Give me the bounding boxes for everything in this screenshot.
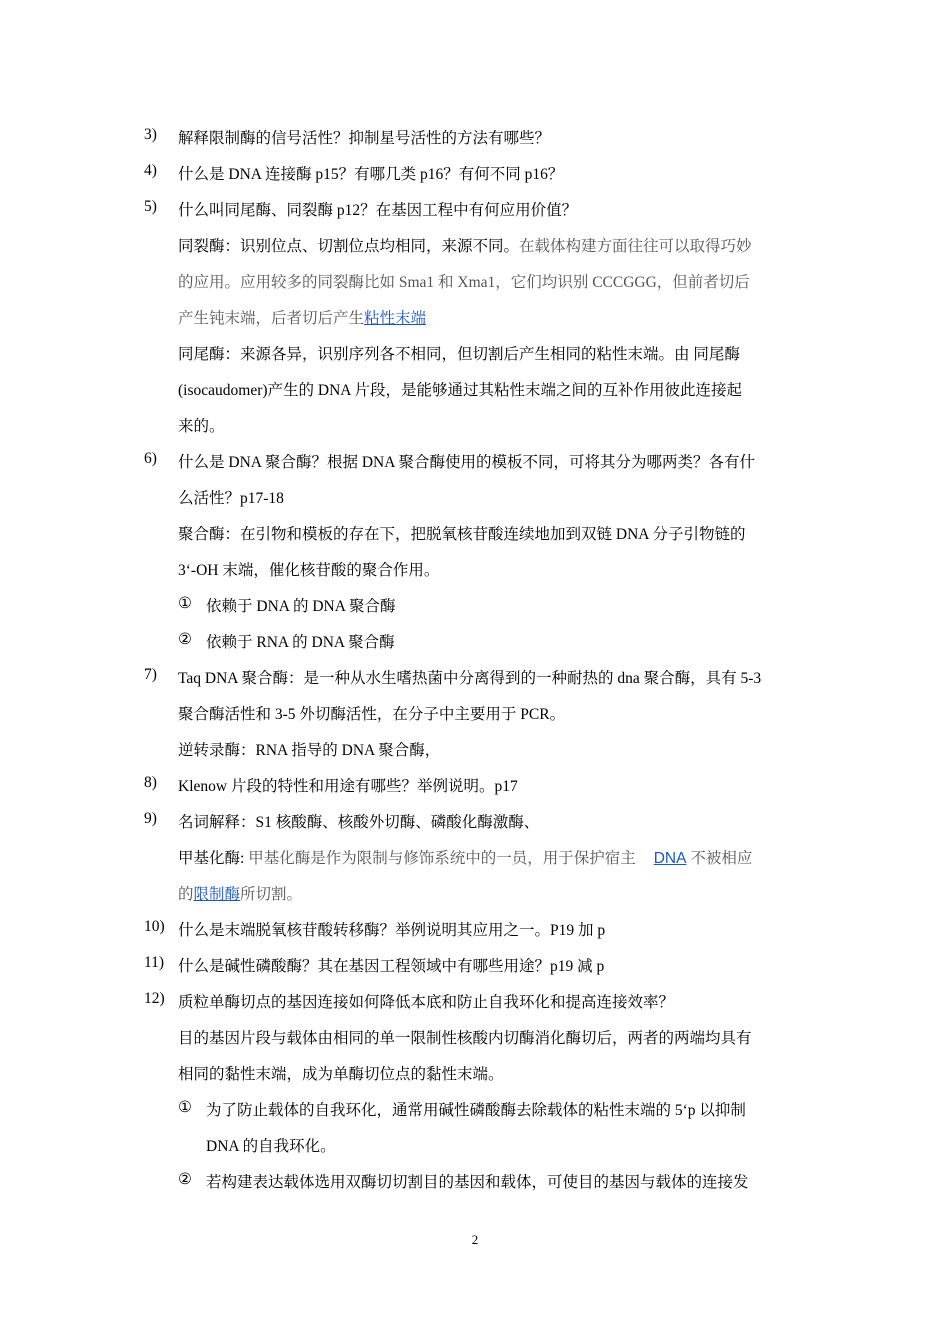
item-text: Taq DNA 聚合酶：是一种从水生嗜热菌中分离得到的一种耐热的 dna 聚合酶，具有 5-3 [178,670,762,687]
answer-text-gray: 所切割。 [240,886,303,903]
sub-item-text: 为了防止载体的自我环化，通常用碱性磷酸酶去除载体的粘性末端的 5‘p 以抑制 [206,1102,746,1119]
sub-item-text: 依赖于 RNA 的 DNA 聚合酶 [206,634,395,651]
answer-text: (isocaudomer)产生的 DNA 片段，是能够通过其粘性末端之间的互补作用彼此连接起 [178,382,742,399]
item-text: 名词解释：S1 核酸酶、核酸外切酶、磷酸化酶激酶、 [178,814,540,831]
item-text: 什么是 DNA 连接酶 p15？有哪几类 p16？有何不同 p16？ [178,166,564,183]
item-text: 什么是末端脱氧核苷酸转移酶？举例说明其应用之一。P19 加 p [178,922,606,939]
answer-text-gray: 产生钝末端，后者切后产生 [178,310,365,327]
item-text: 解释限制酶的信号活性？抑制星号活性的方法有哪些？ [178,130,551,147]
item-number: 6) [144,450,157,467]
answer-text: 逆转录酶：RNA 指导的 DNA 聚合酶， [178,742,441,759]
page-number: 2 [471,1232,479,1247]
item-number: 3) [144,126,157,143]
answer-text: 聚合酶：在引物和模板的存在下，把脱氧核苷酸连续地加到双链 DNA 分子引物链的 [178,526,746,543]
answer-text: 同裂酶：识别位点、切割位点均相同，来源不同。 [178,238,520,255]
answer-text: 目的基因片段与载体由相同的单一限制性核酸内切酶消化酶切后，两者的两端均具有 [178,1030,752,1047]
sub-item-text: 依赖于 DNA 的 DNA 聚合酶 [206,598,396,615]
circled-number: ② [178,1171,192,1188]
restriction-enzyme-link[interactable]: 限制酶 [193,886,241,903]
item-number: 9) [144,810,157,827]
term-label: 甲基化酶: [178,850,245,867]
answer-text: 3‘-OH 末端，催化核苷酸的聚合作用。 [178,562,440,579]
item-text: 什么叫同尾酶、同裂酶 p12？在基因工程中有何应用价值？ [178,202,578,219]
answer-text: 来的。 [178,418,225,435]
sticky-end-link[interactable]: 粘性末端 [364,310,427,327]
answer-text: 聚合酶活性和 3-5 外切酶活性，在分子中主要用于 PCR。 [178,706,566,723]
answer-text-gray: 在载体构建方面往往可以取得巧妙 [519,238,752,255]
answer-text-gray: 不被相应 [686,850,753,867]
answer-text-gray: 的 [178,886,194,903]
item-text: 什么是碱性磷酸酶？其在基因工程领域中有哪些用途？p19 减 p [178,958,605,975]
circled-number: ② [178,631,192,648]
answer-text: 相同的黏性末端，成为单酶切位点的黏性末端。 [178,1066,504,1083]
item-text: 么活性？p17-18 [178,490,284,507]
answer-text-gray: 的应用。应用较多的同裂酶比如 Sma1 和 Xma1，它们均识别 CCCGGG，但前者切后 [178,274,750,291]
item-number: 5) [144,198,157,215]
circled-number: ① [178,1099,192,1116]
answer-text: 同尾酶：来源各异，识别序列各不相同，但切割后产生相同的粘性末端。由 同尾酶 [178,346,740,363]
sub-item-text: 若构建表达载体选用双酶切切割目的基因和载体，可使目的基因与载体的连接发 [206,1174,749,1191]
item-number: 8) [144,774,157,791]
circled-number: ① [178,595,192,612]
item-number: 7) [144,666,157,683]
item-number: 10) [144,918,165,935]
item-text: Klenow 片段的特性和用途有哪些？举例说明。p17 [178,778,518,795]
item-text: 质粒单酶切点的基因连接如何降低本底和防止自我环化和提高连接效率？ [178,994,675,1011]
sub-item-text: DNA 的自我环化。 [206,1138,336,1155]
answer-text-gray: 甲基化酶是作为限制与修饰系统中的一员，用于保护宿主 [244,850,636,867]
item-number: 4) [144,162,157,179]
item-number: 12) [144,990,165,1007]
dna-link[interactable]: DNA [653,850,687,867]
item-number: 11) [144,954,165,971]
item-text: 什么是 DNA 聚合酶？根据 DNA 聚合酶使用的模板不同，可将其分为哪两类？各有什 [178,454,755,471]
